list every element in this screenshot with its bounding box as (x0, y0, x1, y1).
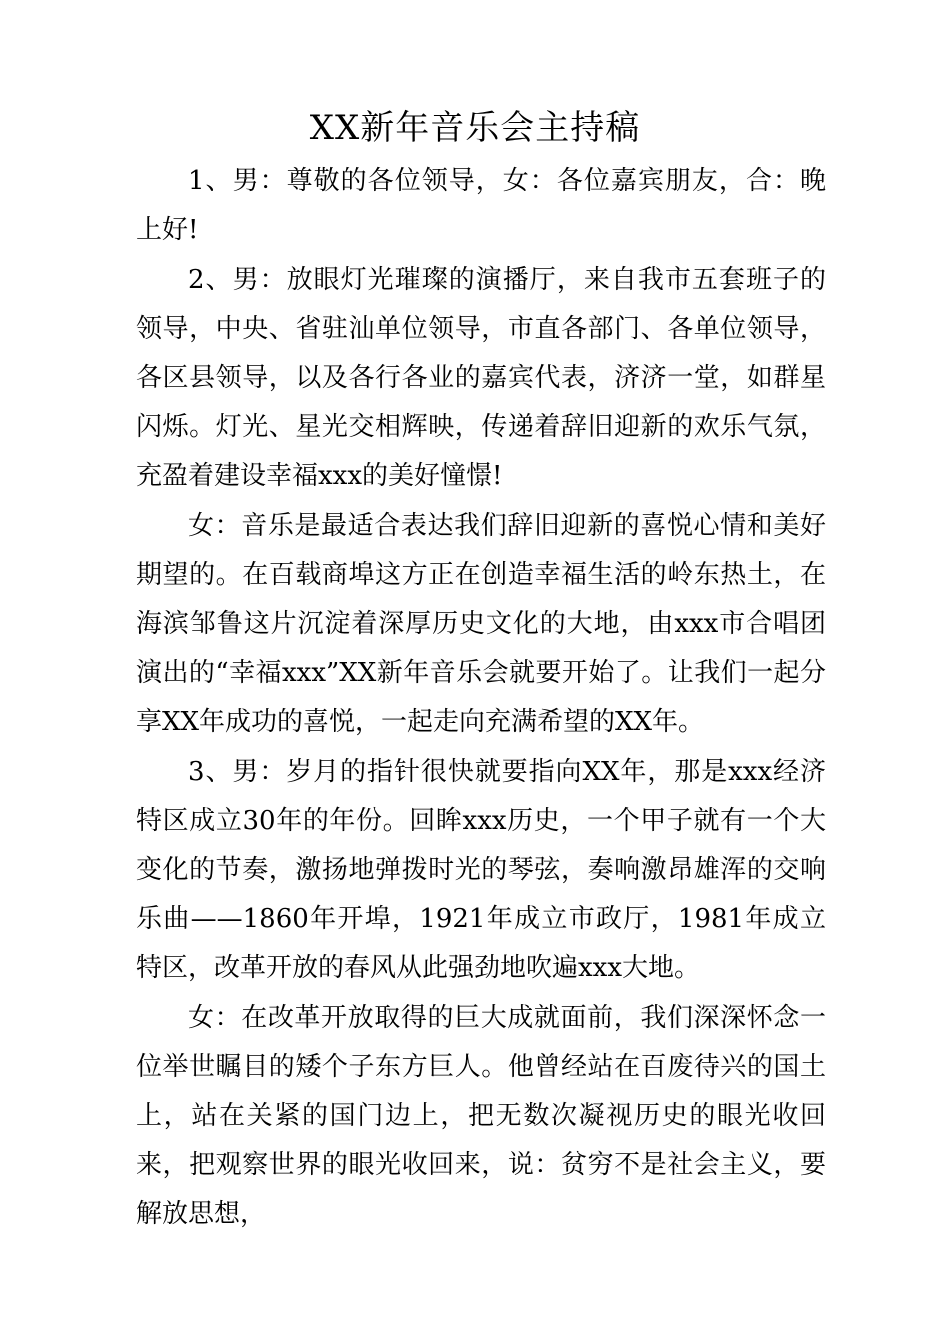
paragraph-1: 1、男：尊敬的各位领导，女：各位嘉宾朋友，合：晚上好! (136, 166, 826, 245)
document-body (136, 157, 826, 1240)
paragraph-4: 3、男：岁月的指针很快就要指向XX年，那是xxx经济特区成立30年的年份。回眸xxx历史，一个甲子就有一个大变化的节奏，激扬地弹拨时光的琴弦，奏响激昂雄浑的交响乐曲——1860年开埠，1921年成立市政厅，1981年成立特区，改革开放的春风从此强劲地吹遍xxx大地。 (136, 757, 826, 983)
paragraph-5: 女：在改革开放取得的巨大成就面前，我们深深怀念一位举世瞩目的矮个子东方巨人。他曾经站在百废待兴的国土上，站在关紧的国门边上，把无数次凝视历史的眼光收回来，把观察世界的眼光收回来，说：贫穷不是社会主义，要解放思想， (136, 1003, 826, 1229)
paragraph-3: 女：音乐是最适合表达我们辞旧迎新的喜悦心情和美好期望的。在百载商埠这方正在创造幸福生活的岭东热土，在海滨邹鲁这片沉淀着深厚历史文化的大地，由xxx市合唱团演出的“幸福xxx”XX新年音乐会就要开始了。让我们一起分享XX年成功的喜悦，一起走向充满希望的XX年。 (136, 511, 826, 737)
paragraph-2: 2、男：放眼灯光璀璨的演播厅，来自我市五套班子的领导，中央、省驻汕单位领导，市直各部门、各单位领导，各区县领导，以及各行各业的嘉宾代表，济济一堂，如群星闪烁。灯光、星光交相辉映，传递着辞旧迎新的欢乐气氛，充盈着建设幸福xxx的美好憧憬! (136, 265, 826, 491)
document-title: XX新年音乐会主持稿 (309, 108, 641, 148)
